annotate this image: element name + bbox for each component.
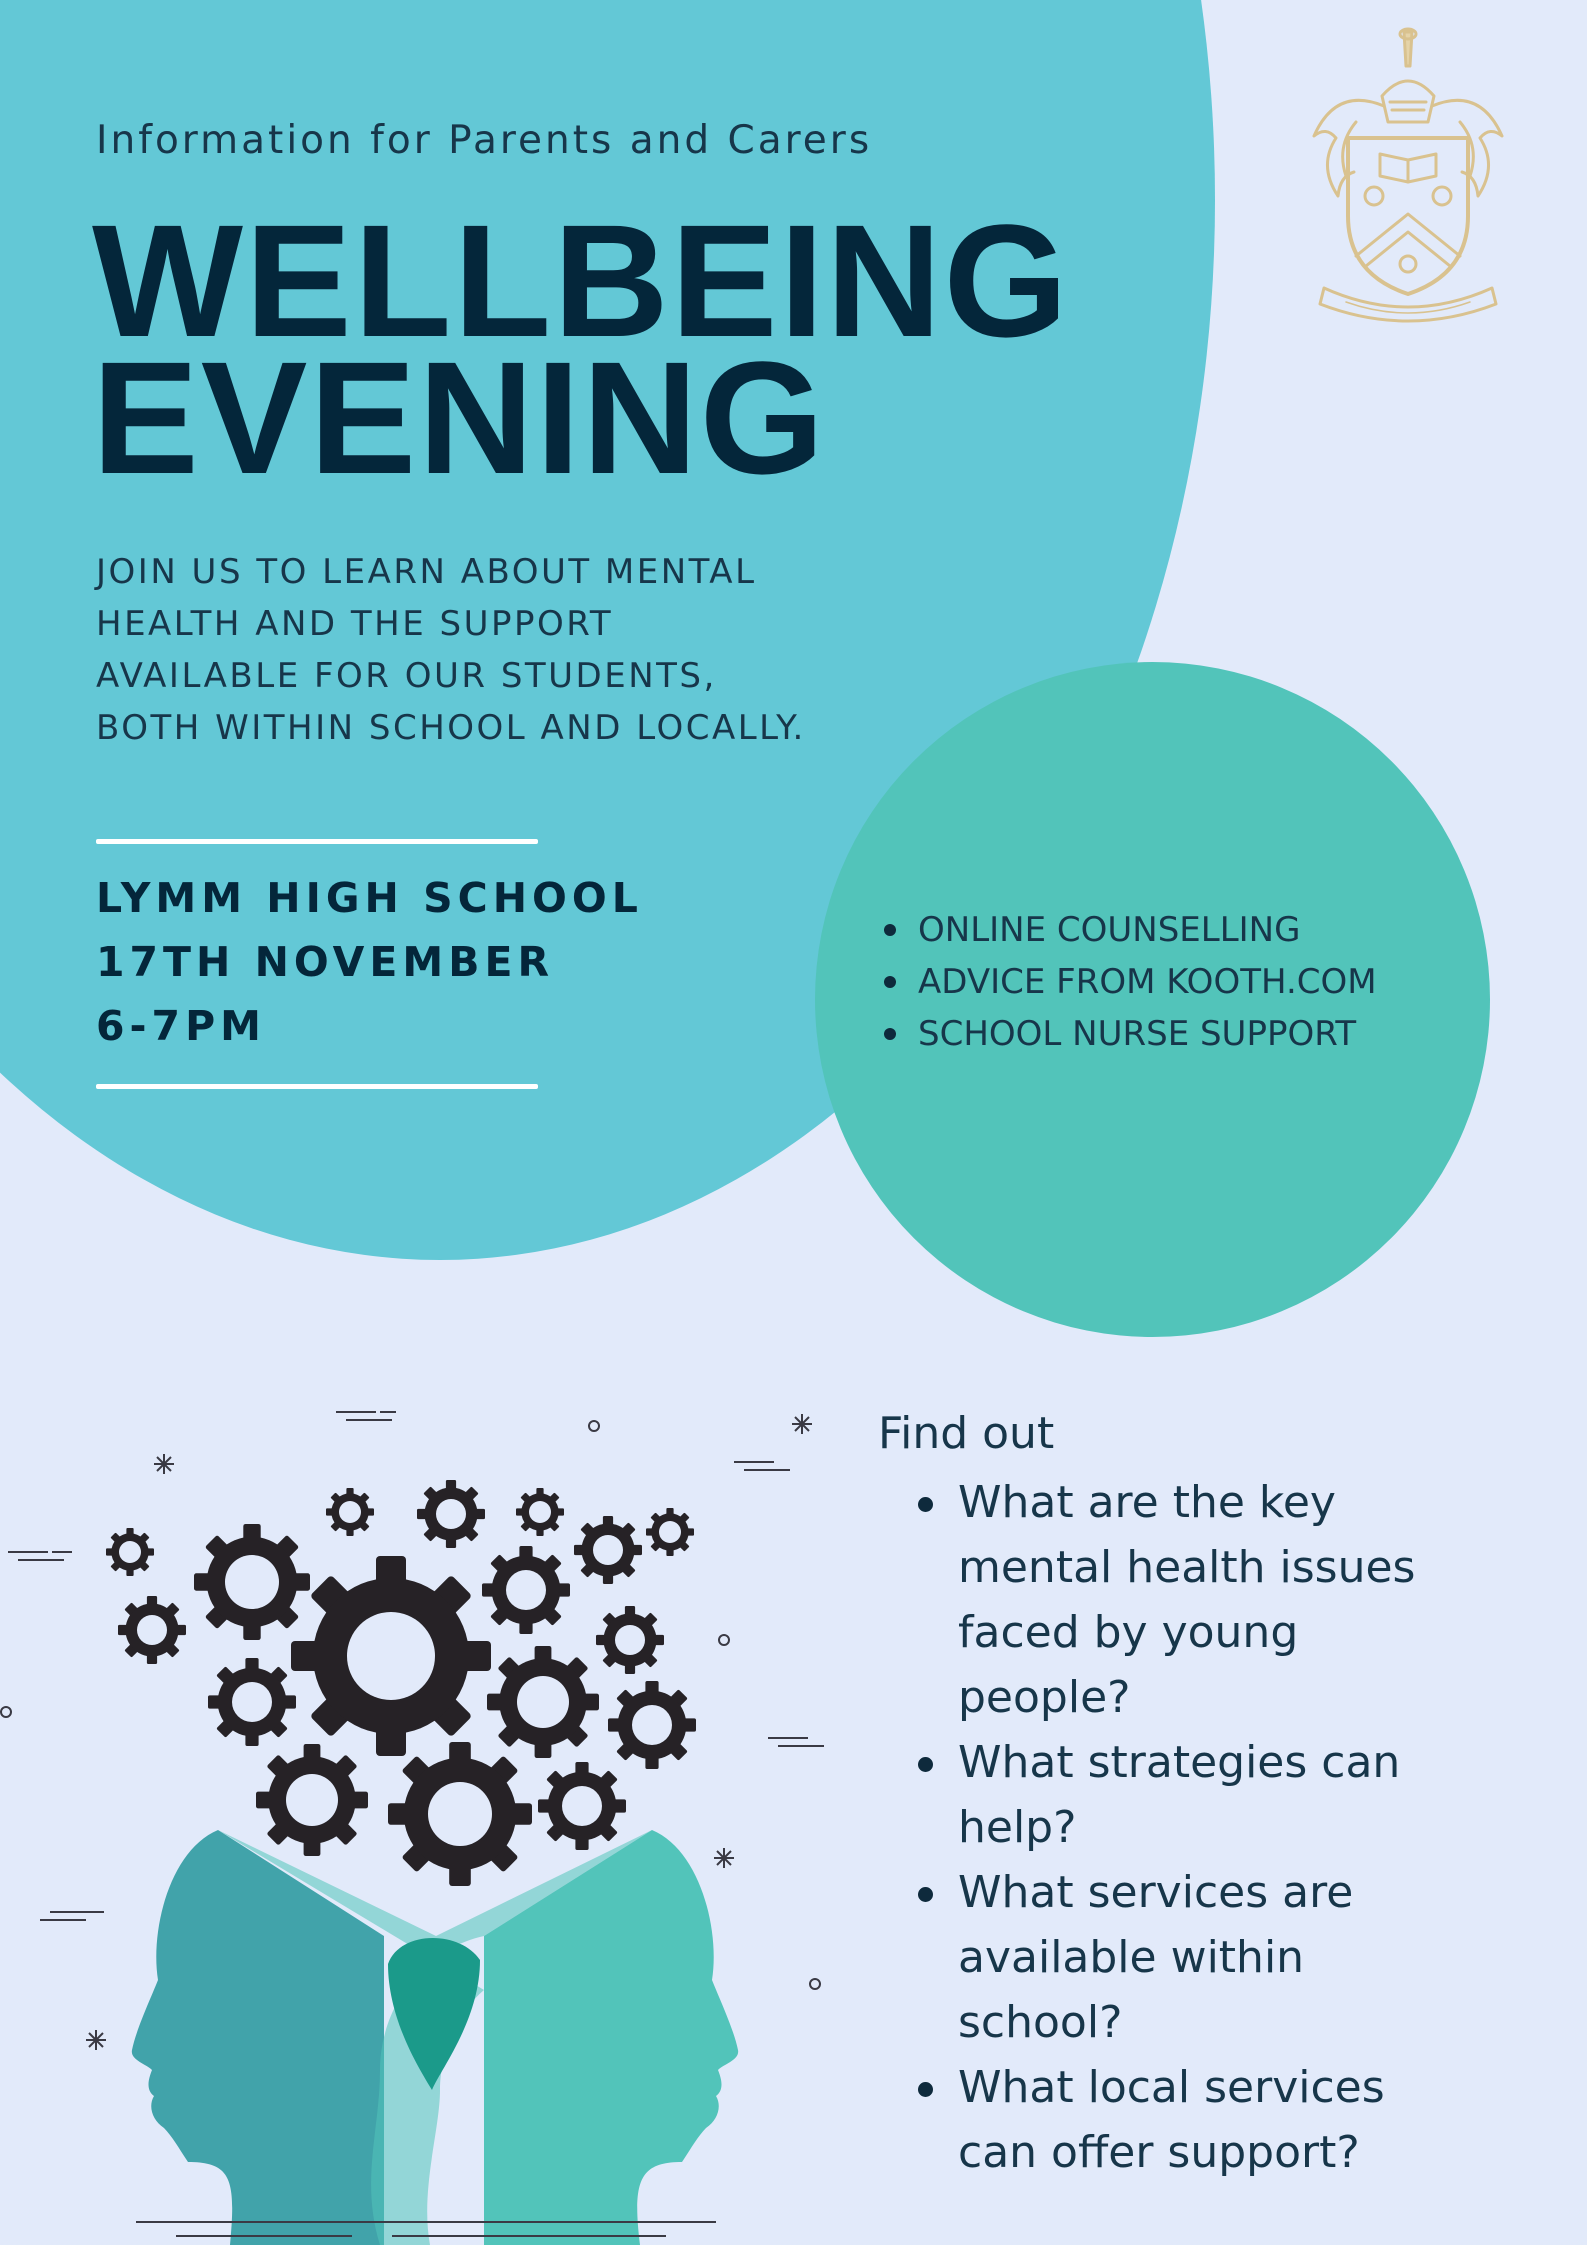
page-title: [92, 191, 1070, 507]
find-out-item: What local services can offer support?: [918, 2055, 1458, 2185]
intro-line: JOIN US TO LEARN ABOUT MENTAL: [96, 552, 757, 592]
event-details: [96, 866, 643, 1058]
support-item: ADVICE FROM KOOTH.COM: [884, 956, 1377, 1008]
title-line-2: EVENING: [92, 328, 827, 507]
find-out-list: [918, 1470, 1458, 2185]
support-list: [884, 904, 1377, 1060]
head-left: [132, 1830, 384, 2245]
find-out-item: What are the key mental health issues faced by young people?: [918, 1470, 1458, 1730]
heads-with-gears-icon: [0, 1390, 860, 2245]
head-right: [484, 1830, 738, 2245]
event-time: 6-7PM: [96, 1002, 266, 1050]
find-out-item: What strategies can help?: [918, 1730, 1458, 1860]
find-out-item: What services are available within school?: [918, 1860, 1458, 2055]
event-date: 17TH NOVEMBER: [96, 938, 555, 986]
find-out-heading: Find out: [878, 1408, 1055, 1459]
support-item: ONLINE COUNSELLING: [884, 904, 1377, 956]
support-item: SCHOOL NURSE SUPPORT: [884, 1008, 1377, 1060]
event-venue: LYMM HIGH SCHOOL: [96, 874, 643, 922]
intro-line: BOTH WITHIN SCHOOL AND LOCALLY.: [96, 708, 806, 748]
divider-bottom: [96, 1084, 538, 1089]
divider-top: [96, 839, 538, 844]
intro-line: AVAILABLE FOR OUR STUDENTS,: [96, 656, 717, 696]
subtitle: Information for Parents and Carers: [96, 118, 873, 163]
intro-text: [96, 546, 916, 754]
school-crest-icon: [1296, 26, 1520, 326]
intro-line: HEALTH AND THE SUPPORT: [96, 604, 614, 644]
title-line-1: WELLBEING: [92, 191, 1070, 370]
